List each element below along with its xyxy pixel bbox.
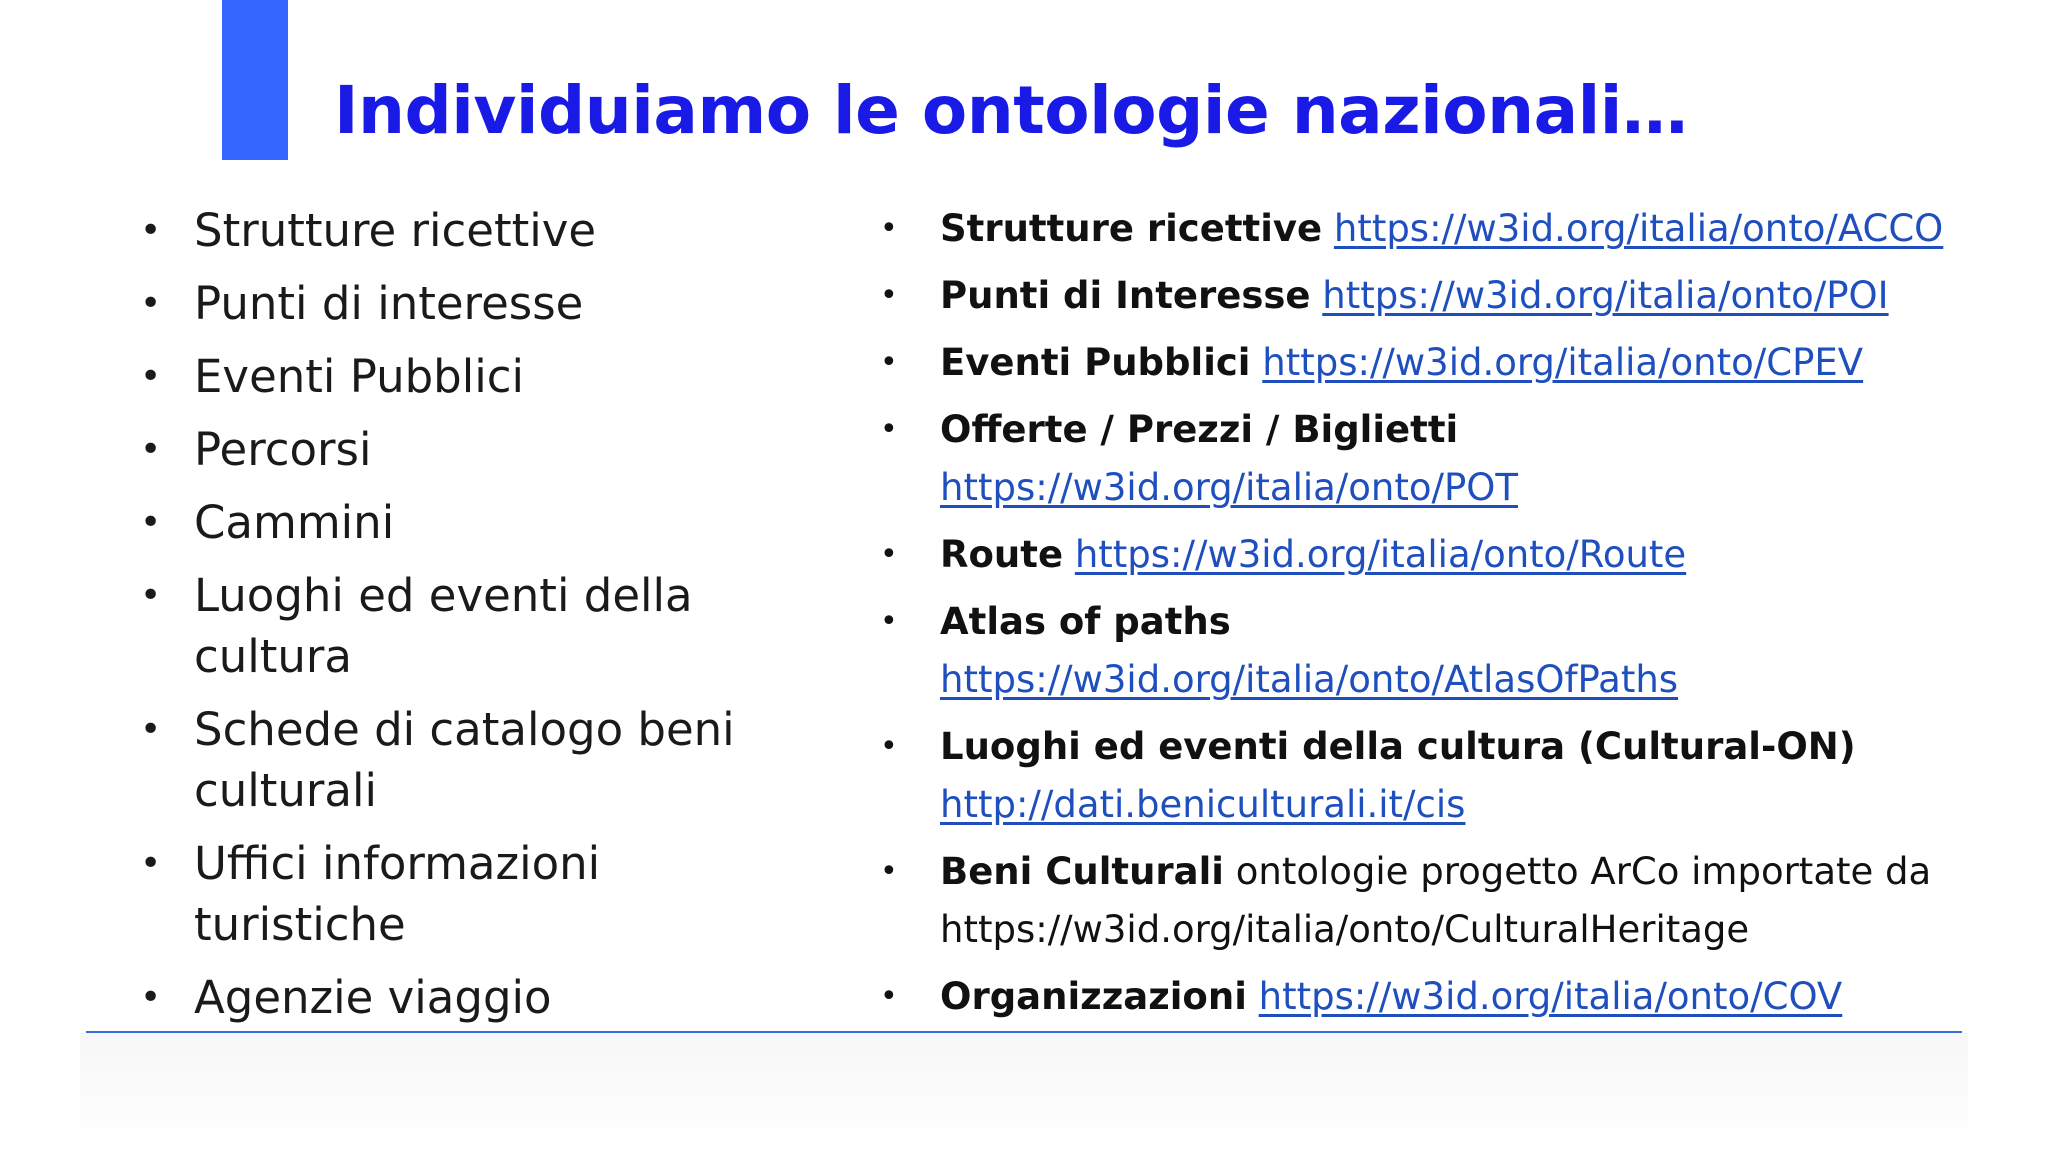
list-item [880,526,1990,584]
list-item: • Percorsi [140,419,820,480]
bullet-icon: • [140,429,162,470]
ontology-link[interactable]: https://w3id.org/italia/onto/AtlasOfPaths [940,658,1679,701]
list-item: • Eventi Pubblici [140,346,820,407]
list-item [880,843,1990,959]
list-item [880,593,1990,709]
list-item: • Schede di catalogo beni culturali [140,699,820,821]
bullet-icon: • [880,211,898,246]
accent-bar-top [222,0,288,160]
left-topic-list [140,200,820,1113]
bullet-icon: • [140,709,162,750]
bullet-icon: • [880,854,898,889]
ontology-label: Eventi Pubblici [940,341,1251,384]
bullet-icon: • [140,977,162,1018]
bullet-icon: • [880,979,898,1014]
slide-title: Individuiamo le ontologie nazionali… [334,72,1688,149]
ontology-link[interactable]: http://dati.beniculturali.it/cis [940,783,1466,826]
bullet-icon: • [140,356,162,397]
ontology-label: Offerte / Prezzi / Biglietti [940,408,1459,451]
ontology-description: ontologie progetto ArCo importate da [1235,850,1932,893]
footer-area [80,1033,1968,1152]
ontology-link[interactable]: https://w3id.org/italia/onto/ACCO [1333,207,1944,250]
ontology-label: Punti di Interesse [940,274,1311,317]
bullet-icon: • [140,843,162,884]
list-item [880,968,1990,1026]
ontology-link[interactable]: https://w3id.org/italia/onto/POI [1322,274,1889,317]
bullet-icon: • [140,210,162,251]
ontology-url-text: https://w3id.org/italia/onto/CulturalHeritage [940,908,1750,951]
list-item [880,718,1990,834]
ontology-label: Strutture ricettive [940,207,1323,250]
ontology-label: Beni Culturali [940,850,1224,893]
list-item [880,401,1990,517]
bullet-icon: • [140,502,162,543]
list-item: • Agenzie viaggio [140,967,820,1028]
list-item [880,200,1990,258]
bullet-icon: • [880,278,898,313]
ontology-link[interactable]: https://w3id.org/italia/onto/COV [1258,975,1843,1018]
list-item [880,334,1990,392]
ontology-label: Atlas of paths [940,600,1231,643]
list-item: • Cammini [140,492,820,553]
ontology-label: Organizzazioni [940,975,1247,1018]
bullet-icon: • [880,412,898,447]
list-item [880,267,1990,325]
ontology-link[interactable]: https://w3id.org/italia/onto/Route [1074,533,1687,576]
list-item: • Uffici informazioni turistiche [140,833,820,955]
bullet-icon: • [880,604,898,639]
ontology-link[interactable]: https://w3id.org/italia/onto/CPEV [1262,341,1864,384]
ontology-link[interactable]: https://w3id.org/italia/onto/POT [940,466,1518,509]
bullet-icon: • [880,345,898,380]
bullet-icon: • [880,537,898,572]
ontology-label: Route [940,533,1064,576]
bullet-icon: • [140,283,162,324]
list-item: • Luoghi ed eventi della cultura [140,565,820,687]
bullet-icon: • [140,575,162,616]
list-item: • Punti di interesse [140,273,820,334]
ontology-link-list [880,200,1990,1035]
footer-divider [86,1031,1962,1033]
ontology-label: Luoghi ed eventi della cultura (Cultural-ON) [940,725,1856,768]
bullet-icon: • [880,729,898,764]
list-item: • Strutture ricettive [140,200,820,261]
